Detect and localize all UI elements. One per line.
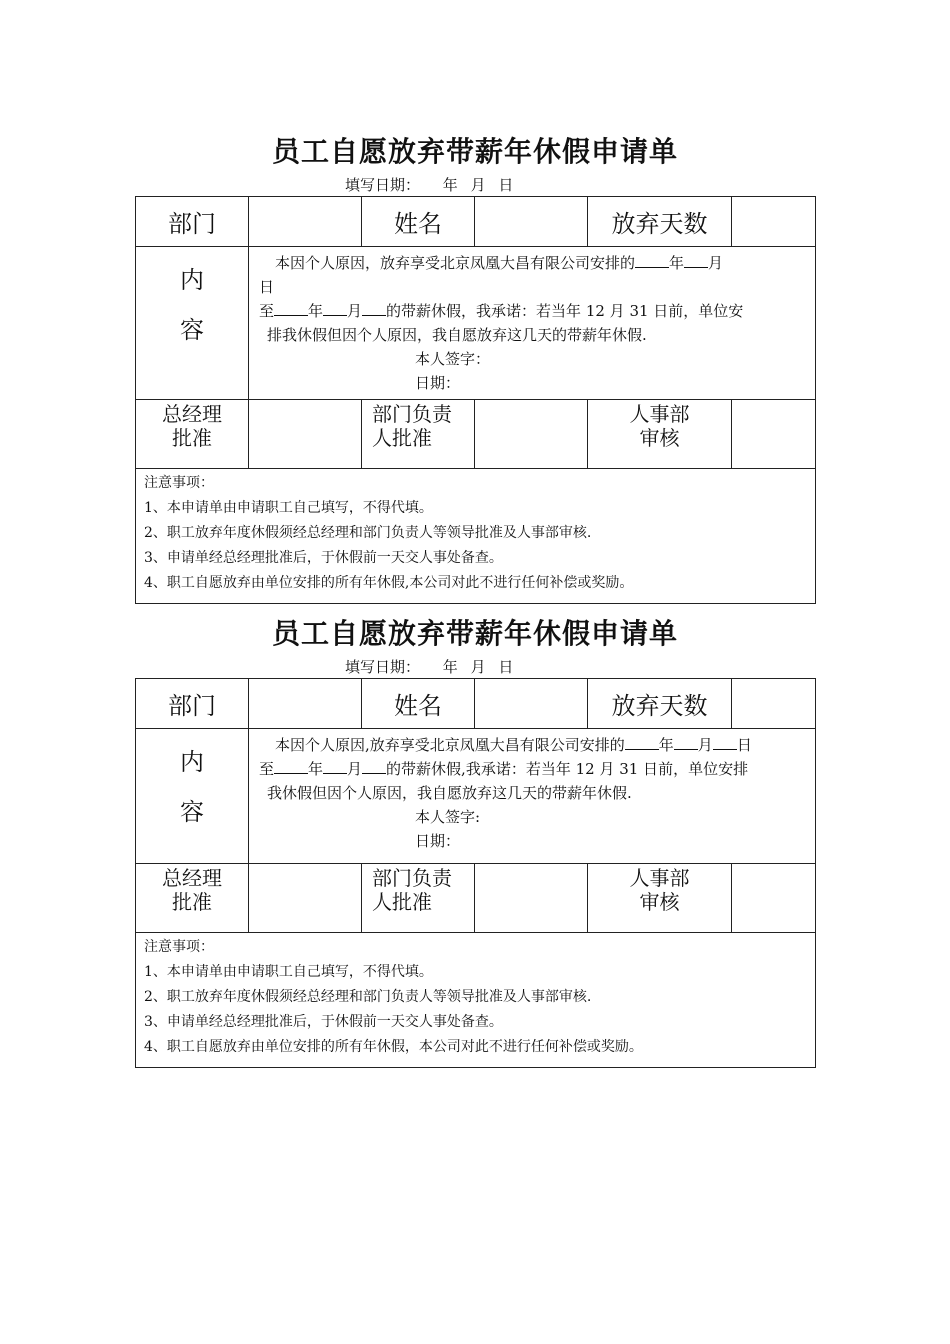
fill-date-year: 年 <box>442 176 458 194</box>
content-label <box>136 729 249 864</box>
month-char: 月 <box>697 736 713 754</box>
fill-date-year: 年 <box>442 658 458 676</box>
day-char: 日 <box>736 736 752 754</box>
content-line-2 <box>259 299 807 323</box>
hr-review-line-1: 人事部 <box>629 402 690 426</box>
notes-title: 注意事项： <box>144 939 214 955</box>
to-year-blank[interactable] <box>274 299 308 316</box>
dept-head-approval-label <box>362 400 475 469</box>
dept-label: 部门 <box>136 679 249 729</box>
signature-date-label: 日期： <box>415 832 461 850</box>
dept-head-approval-field[interactable] <box>475 864 588 933</box>
gm-approval-label <box>136 400 249 469</box>
to-month-char: 月 <box>347 760 363 778</box>
days-label: 放弃天数 <box>588 679 732 729</box>
day-char: 日 <box>259 278 275 296</box>
fill-date-day: 日 <box>498 658 514 676</box>
dept-head-line-1: 部门负责 <box>372 402 452 426</box>
day-blank[interactable] <box>713 733 737 750</box>
year-char: 年 <box>669 254 685 272</box>
to-month-char: 月 <box>347 302 363 320</box>
to-char: 至 <box>259 760 275 778</box>
gm-approval-line-1: 总经理 <box>162 866 222 890</box>
form-table <box>135 196 816 604</box>
content-body <box>249 247 816 400</box>
notes-title: 注意事项： <box>144 475 214 491</box>
days-field[interactable] <box>732 679 816 729</box>
note-item: 4、职工自愿放弃由单位安排的所有年休假,本公司对此不进行任何补偿或奖励。 <box>144 575 634 591</box>
note-item: 4、职工自愿放弃由单位安排的所有年休假，本公司对此不进行任何补偿或奖励。 <box>144 1039 643 1055</box>
to-month-blank[interactable] <box>323 299 347 316</box>
name-label: 姓名 <box>362 679 475 729</box>
content-text-1: 本因个人原因，放弃享受北京凤凰大昌有限公司安排的 <box>275 254 636 272</box>
content-label-char-1: 内 <box>180 748 204 776</box>
content-line-1 <box>259 251 807 275</box>
hr-review-line-2: 审核 <box>639 890 680 914</box>
name-label: 姓名 <box>362 197 475 247</box>
content-line-1 <box>259 733 807 757</box>
year-blank[interactable] <box>625 733 659 750</box>
note-item: 1、本申请单由申请职工自己填写，不得代填。 <box>144 964 433 980</box>
note-item: 2、职工放弃年度休假须经总经理和部门负责人等领导批准及人事部审核. <box>144 525 592 541</box>
signature-label: 本人签字： <box>415 350 491 368</box>
dept-head-line-1: 部门负责 <box>372 866 452 890</box>
dept-head-approval-field[interactable] <box>475 400 588 469</box>
to-day-blank[interactable] <box>362 757 386 774</box>
form-title: 员工自愿放弃带薪年休假申请单 <box>271 135 678 168</box>
to-char: 至 <box>259 302 275 320</box>
name-field[interactable] <box>475 197 588 247</box>
content-text-1: 本因个人原因,放弃享受北京凤凰大昌有限公司安排的 <box>275 736 625 754</box>
form-title: 员工自愿放弃带薪年休假申请单 <box>271 617 678 650</box>
fill-date-label: 填写日期： <box>345 658 421 676</box>
content-label-char-2: 容 <box>180 798 204 826</box>
signature-date-label: 日期： <box>415 374 461 392</box>
dept-field[interactable] <box>249 679 362 729</box>
to-year-blank[interactable] <box>274 757 308 774</box>
hr-review-line-1: 人事部 <box>629 866 690 890</box>
to-day-blank[interactable] <box>362 299 386 316</box>
to-year-char: 年 <box>308 302 324 320</box>
content-line-3: 我休假但因个人原因，我自愿放弃这几天的带薪年休假. <box>267 784 632 802</box>
month-char: 月 <box>708 254 724 272</box>
notes-section <box>136 933 816 1068</box>
dept-head-line-2: 人批准 <box>372 426 432 450</box>
gm-approval-field[interactable] <box>249 864 362 933</box>
fill-date-day: 日 <box>498 176 514 194</box>
form-table <box>135 678 816 1068</box>
to-year-char: 年 <box>308 760 324 778</box>
fill-date <box>345 174 521 195</box>
note-item: 2、职工放弃年度休假须经总经理和部门负责人等领导批准及人事部审核. <box>144 989 592 1005</box>
dept-head-approval-label <box>362 864 475 933</box>
gm-approval-line-1: 总经理 <box>162 402 222 426</box>
name-field[interactable] <box>475 679 588 729</box>
dept-label: 部门 <box>136 197 249 247</box>
signature-label: 本人签字: <box>415 808 481 826</box>
content-body <box>249 729 816 864</box>
notes-section <box>136 469 816 604</box>
month-blank[interactable] <box>684 251 708 268</box>
fill-date <box>345 656 521 677</box>
to-month-blank[interactable] <box>323 757 347 774</box>
content-label-char-2: 容 <box>180 316 204 344</box>
month-blank[interactable] <box>674 733 698 750</box>
fill-date-month: 月 <box>470 658 486 676</box>
gm-approval-field[interactable] <box>249 400 362 469</box>
hr-review-line-2: 审核 <box>639 426 680 450</box>
year-char: 年 <box>658 736 674 754</box>
gm-approval-line-2: 批准 <box>172 426 212 450</box>
year-blank[interactable] <box>635 251 669 268</box>
content-line-2 <box>259 757 807 781</box>
note-item: 3、申请单经总经理批准后，于休假前一天交人事处备查。 <box>144 550 503 566</box>
gm-approval-label <box>136 864 249 933</box>
days-label: 放弃天数 <box>588 197 732 247</box>
hr-review-label <box>588 864 732 933</box>
content-label-char-1: 内 <box>180 266 204 294</box>
hr-review-field[interactable] <box>732 400 816 469</box>
content-line-3: 排我休假但因个人原因，我自愿放弃这几天的带薪年休假. <box>267 326 647 344</box>
content-label <box>136 247 249 400</box>
days-field[interactable] <box>732 197 816 247</box>
note-item: 3、申请单经总经理批准后，于休假前一天交人事处备查。 <box>144 1014 503 1030</box>
hr-review-label <box>588 400 732 469</box>
note-item: 1、本申请单由申请职工自己填写，不得代填。 <box>144 500 433 516</box>
dept-field[interactable] <box>249 197 362 247</box>
content-text-2: 的带薪休假,我承诺：若当年 12 月 31 日前，单位安排 <box>386 760 749 778</box>
fill-date-month: 月 <box>470 176 486 194</box>
fill-date-label: 填写日期： <box>345 176 421 194</box>
content-text-2: 的带薪休假，我承诺：若当年 12 月 31 日前，单位安 <box>386 302 744 320</box>
hr-review-field[interactable] <box>732 864 816 933</box>
gm-approval-line-2: 批准 <box>172 890 212 914</box>
dept-head-line-2: 人批准 <box>372 890 432 914</box>
